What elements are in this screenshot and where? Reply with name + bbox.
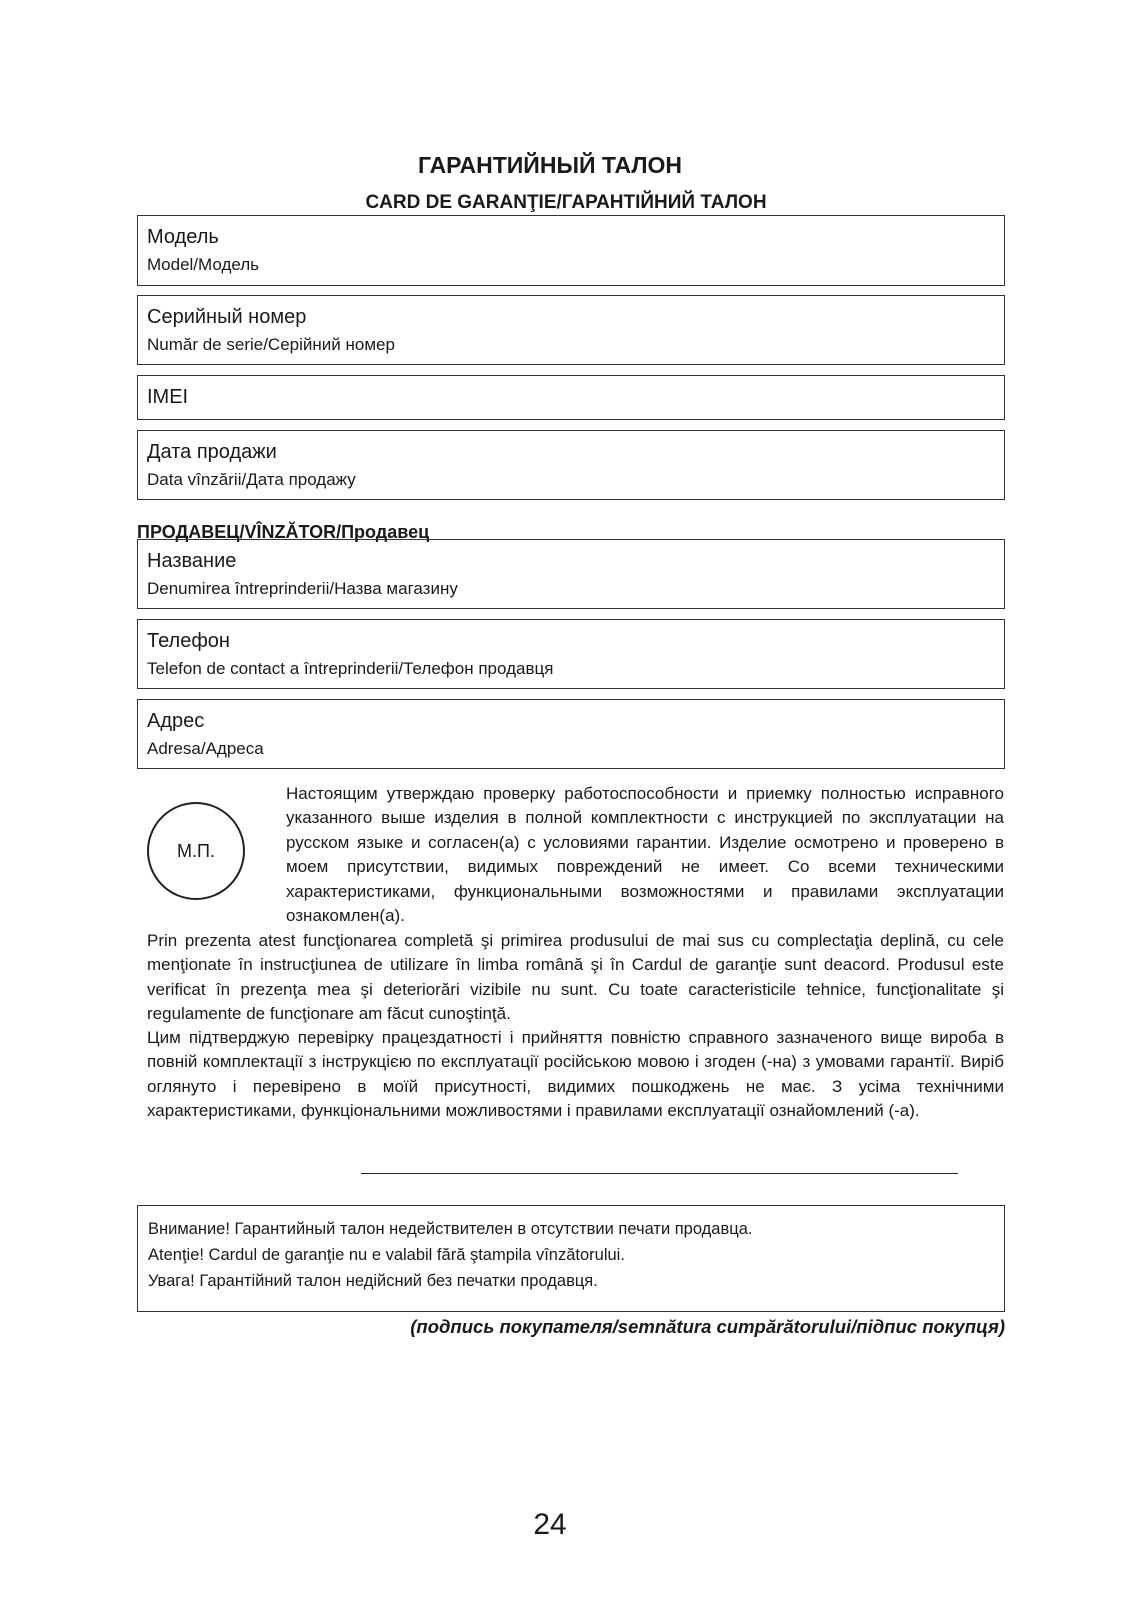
stamp-circle <box>147 802 245 900</box>
stamp-label: М.П. <box>177 840 215 861</box>
field-label: Телефон <box>147 630 230 652</box>
field-label: IMEI <box>147 386 189 408</box>
field-sublabel: Telefon de contact a întreprinderii/Телефон продавця <box>147 659 554 678</box>
statement-ua: Цим підтверджую перевірку працездатності і прийняття повністю справного зазначеного вище виробa в повній комплектації з інструкцією по експлуатації російською мовою і згоден (-на) з умовами гарантії. Виріб оглянуто і перевірено в моїй присутності, видимих пошкоджень не має. З усіма технічними характеристиками, функціональними можливостями і правилами експлуатації ознайомлений (-а). <box>147 1028 1004 1121</box>
page-subtitle: CARD DE GARANŢIE/ГАРАНТІЙНИЙ ТАЛОН <box>365 192 767 213</box>
statement-ru: Настоящим утверждаю проверку работоспособности и приемку полностью исправного указанного выше изделия в полной комплектности с инструкцией по эксплуатации на русском языке и согласен(а) с условиями гарантии. Изделие осмотрено и проверено в моем присутствии, видимых повреждений не имеет. Со всеми техническими характеристиками, функциональными возможностями и правилами эксплуатации ознакомлен(а). <box>286 784 1004 926</box>
page-number: 24 <box>533 1508 567 1541</box>
field-sale-date[interactable] <box>137 430 1005 500</box>
field-label: Дата продажи <box>147 441 277 463</box>
field-sublabel: Adresa/Адреса <box>147 739 264 758</box>
page-title: ГАРАНТИЙНЫЙ ТАЛОН <box>417 152 683 178</box>
warning-ro: Atenţie! Cardul de garanţie nu e valabil fără ştampila vînzătorului. <box>148 1246 625 1264</box>
field-label: Модель <box>147 226 219 248</box>
signature-caption: (подпись покупателя/semnătura cumpărătorului/підпис покупця) <box>410 1316 1005 1337</box>
field-label: Серийный номер <box>147 306 307 328</box>
field-store-phone[interactable] <box>137 619 1005 689</box>
signature-line[interactable] <box>361 1173 958 1174</box>
warning-ua: Увага! Гарантійний талон недійсний без печатки продавця. <box>148 1272 598 1290</box>
field-store-name[interactable] <box>137 539 1005 609</box>
statement-ro: Prin prezenta atest funcţionarea completă şi primirea produsului de mai sus cu complectaţia deplină, cu cele menţionate în instrucţiunea de utilizare în limba română şi în Cardul de garanţie sunt deacord. Produsul este verificat în prezenţa mea şi deteriorări vizibile nu sunt. Cu toate caracteristicile tehnice, funcţionalitate şi regulamente de funcţionare am făcut cunoştinţă. <box>147 931 1004 1024</box>
field-label: Название <box>147 550 237 572</box>
field-model[interactable] <box>137 215 1005 286</box>
seller-heading: ПРОДАВЕЦ/VÎNZĂTOR/Продавец <box>137 522 430 542</box>
warning-ru: Внимание! Гарантийный талон недействителен в отсутствии печати продавца. <box>148 1220 753 1238</box>
field-sublabel: Denumirea întreprinderii/Назва магазину <box>147 579 458 598</box>
field-serial-number[interactable] <box>137 295 1005 365</box>
field-imei[interactable] <box>137 375 1005 420</box>
field-sublabel: Număr de serie/Серійний номер <box>147 335 395 354</box>
field-store-address[interactable] <box>137 699 1005 769</box>
warning-box <box>137 1205 1005 1312</box>
field-sublabel: Model/Модель <box>147 255 260 274</box>
field-sublabel: Data vînzării/Дата продажу <box>147 470 356 489</box>
field-label: Адрес <box>147 710 205 732</box>
